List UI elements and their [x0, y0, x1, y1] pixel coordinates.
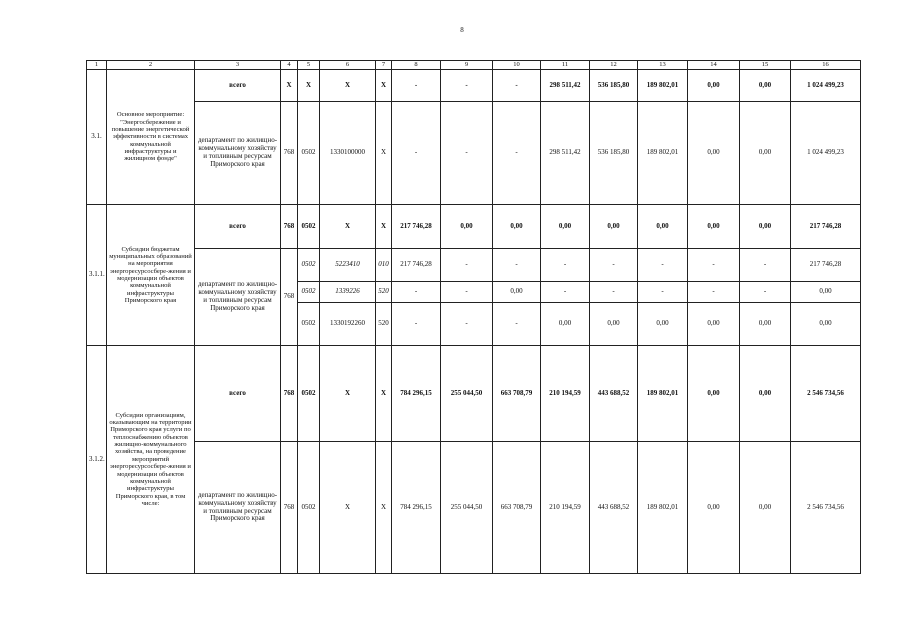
- cell: 0,00: [688, 70, 740, 102]
- cell: 0,00: [740, 346, 791, 442]
- cell: -: [590, 282, 638, 303]
- table-row: [87, 249, 861, 282]
- cell: -: [441, 102, 493, 205]
- cell: 768: [281, 205, 298, 249]
- cell: 663 708,79: [493, 442, 541, 574]
- cell: -: [688, 249, 740, 282]
- cell: 520: [376, 282, 392, 303]
- cell: 784 296,15: [392, 442, 441, 574]
- cell: 768: [281, 442, 298, 574]
- cell: 0,00: [590, 303, 638, 346]
- col-header: 16: [791, 61, 861, 70]
- table-row: [87, 205, 861, 249]
- cell: 0,00: [493, 205, 541, 249]
- cell: 768: [281, 346, 298, 442]
- cell: -: [493, 303, 541, 346]
- cell: 0,00: [688, 346, 740, 442]
- cell: всего: [195, 346, 281, 442]
- cell: 663 708,79: [493, 346, 541, 442]
- cell: 443 688,52: [590, 442, 638, 574]
- cell: -: [590, 249, 638, 282]
- cell: всего: [195, 205, 281, 249]
- cell: 1330192260: [320, 303, 376, 346]
- table-row: [87, 102, 861, 205]
- col-header: 15: [740, 61, 791, 70]
- cell: 0,00: [740, 303, 791, 346]
- cell: 768: [281, 102, 298, 205]
- row-description: Субсидии организациям, оказывающим на территории Приморского края услуги по теплоснабжению объектов жилищно-коммунального хозяйства, на проведение мероприятий энергоресурсосбере-жения и модернизации объектов коммунальной инфраструктуры Приморского края, в том числе:: [107, 346, 195, 574]
- cell: 298 511,42: [541, 102, 590, 205]
- cell: 0,00: [740, 70, 791, 102]
- cell: 1330100000: [320, 102, 376, 205]
- cell: всего: [195, 70, 281, 102]
- cell: 0,00: [688, 442, 740, 574]
- cell: 0,00: [688, 303, 740, 346]
- col-header: 14: [688, 61, 740, 70]
- cell: 0502: [298, 442, 320, 574]
- col-header: 2: [107, 61, 195, 70]
- cell: -: [441, 282, 493, 303]
- cell: -: [638, 249, 688, 282]
- cell: -: [638, 282, 688, 303]
- col-header: 1: [87, 61, 107, 70]
- row-index: 3.1.: [87, 70, 107, 205]
- cell: 5223410: [320, 249, 376, 282]
- cell: X: [298, 70, 320, 102]
- cell: -: [541, 282, 590, 303]
- cell: департамент по жилищно-коммунальному хозяйству и топливным ресурсам Приморского края: [195, 249, 281, 346]
- cell: 1 024 499,23: [791, 102, 861, 205]
- cell: 0,00: [541, 205, 590, 249]
- cell: 255 044,50: [441, 346, 493, 442]
- cell: -: [392, 282, 441, 303]
- cell: 298 511,42: [541, 70, 590, 102]
- cell: 0,00: [688, 205, 740, 249]
- cell: 0,00: [493, 282, 541, 303]
- col-header: 4: [281, 61, 298, 70]
- cell: 0,00: [740, 205, 791, 249]
- cell: X: [376, 102, 392, 205]
- cell: 0,00: [638, 205, 688, 249]
- cell: -: [392, 303, 441, 346]
- cell: 0,00: [688, 102, 740, 205]
- cell: 189 802,01: [638, 346, 688, 442]
- cell: -: [392, 70, 441, 102]
- cell: 0,00: [740, 442, 791, 574]
- cell: 0,00: [740, 102, 791, 205]
- cell: 210 194,59: [541, 346, 590, 442]
- cell: X: [281, 70, 298, 102]
- cell: X: [320, 70, 376, 102]
- cell: X: [320, 346, 376, 442]
- cell: 0,00: [791, 303, 861, 346]
- cell: -: [441, 70, 493, 102]
- cell: 210 194,59: [541, 442, 590, 574]
- page-number: 8: [460, 26, 464, 34]
- cell: 520: [376, 303, 392, 346]
- cell: 0502: [298, 249, 320, 282]
- cell: X: [376, 442, 392, 574]
- cell: 784 296,15: [392, 346, 441, 442]
- cell: 2 546 734,56: [791, 442, 861, 574]
- cell: 0502: [298, 303, 320, 346]
- cell: 0,00: [590, 205, 638, 249]
- row-description: Основное мероприятие: "Энергосбережение и повышение энергетической эффективности в системах коммунальной инфраструктуры и жилищном фонде": [107, 70, 195, 205]
- cell: -: [740, 249, 791, 282]
- cell: 443 688,52: [590, 346, 638, 442]
- cell: 217 746,28: [791, 249, 861, 282]
- cell: 0,00: [791, 282, 861, 303]
- header-row: [87, 61, 861, 70]
- cell: -: [740, 282, 791, 303]
- cell: 217 746,28: [392, 205, 441, 249]
- cell: -: [441, 303, 493, 346]
- cell: 0502: [298, 282, 320, 303]
- cell: -: [688, 282, 740, 303]
- cell: -: [392, 102, 441, 205]
- col-header: 3: [195, 61, 281, 70]
- cell: 255 044,50: [441, 442, 493, 574]
- cell: X: [320, 205, 376, 249]
- cell: 217 746,28: [791, 205, 861, 249]
- cell: 010: [376, 249, 392, 282]
- cell: 0,00: [441, 205, 493, 249]
- col-header: 13: [638, 61, 688, 70]
- cell: -: [441, 249, 493, 282]
- cell: X: [376, 70, 392, 102]
- cell: 0,00: [541, 303, 590, 346]
- cell: 217 746,28: [392, 249, 441, 282]
- cell: 189 802,01: [638, 70, 688, 102]
- cell: 189 802,01: [638, 102, 688, 205]
- col-header: 11: [541, 61, 590, 70]
- table-row: [87, 346, 861, 442]
- col-header: 9: [441, 61, 493, 70]
- cell: 536 185,80: [590, 102, 638, 205]
- cell: 189 802,01: [638, 442, 688, 574]
- cell: -: [493, 249, 541, 282]
- col-header: 8: [392, 61, 441, 70]
- cell: 2 546 734,56: [791, 346, 861, 442]
- cell: 0502: [298, 346, 320, 442]
- cell: 0502: [298, 102, 320, 205]
- cell: X: [376, 346, 392, 442]
- cell: 536 185,80: [590, 70, 638, 102]
- col-header: 10: [493, 61, 541, 70]
- budget-table: [86, 60, 861, 574]
- cell: 1 024 499,23: [791, 70, 861, 102]
- cell: -: [541, 249, 590, 282]
- row-description: Субсидии бюджетам муниципальных образований на мероприятия энергоресурсосбере-жения и модернизации объектов коммунальной инфраструктуры Приморского края: [107, 205, 195, 346]
- cell: X: [320, 442, 376, 574]
- col-header: 6: [320, 61, 376, 70]
- cell: департамент по жилищно-коммунальному хозяйству и топливным ресурсам Приморского края: [195, 442, 281, 574]
- cell: -: [493, 70, 541, 102]
- row-index: 3.1.2.: [87, 346, 107, 574]
- cell: 0,00: [638, 303, 688, 346]
- cell: -: [493, 102, 541, 205]
- col-header: 5: [298, 61, 320, 70]
- cell: 1339226: [320, 282, 376, 303]
- col-header: 12: [590, 61, 638, 70]
- table-row: [87, 70, 861, 102]
- row-index: 3.1.1.: [87, 205, 107, 346]
- cell: 0502: [298, 205, 320, 249]
- cell: департамент по жилищно-коммунальному хозяйству и топливным ресурсам Приморского края: [195, 102, 281, 205]
- col-header: 7: [376, 61, 392, 70]
- cell: X: [376, 205, 392, 249]
- table-row: [87, 442, 861, 574]
- cell: 768: [281, 249, 298, 346]
